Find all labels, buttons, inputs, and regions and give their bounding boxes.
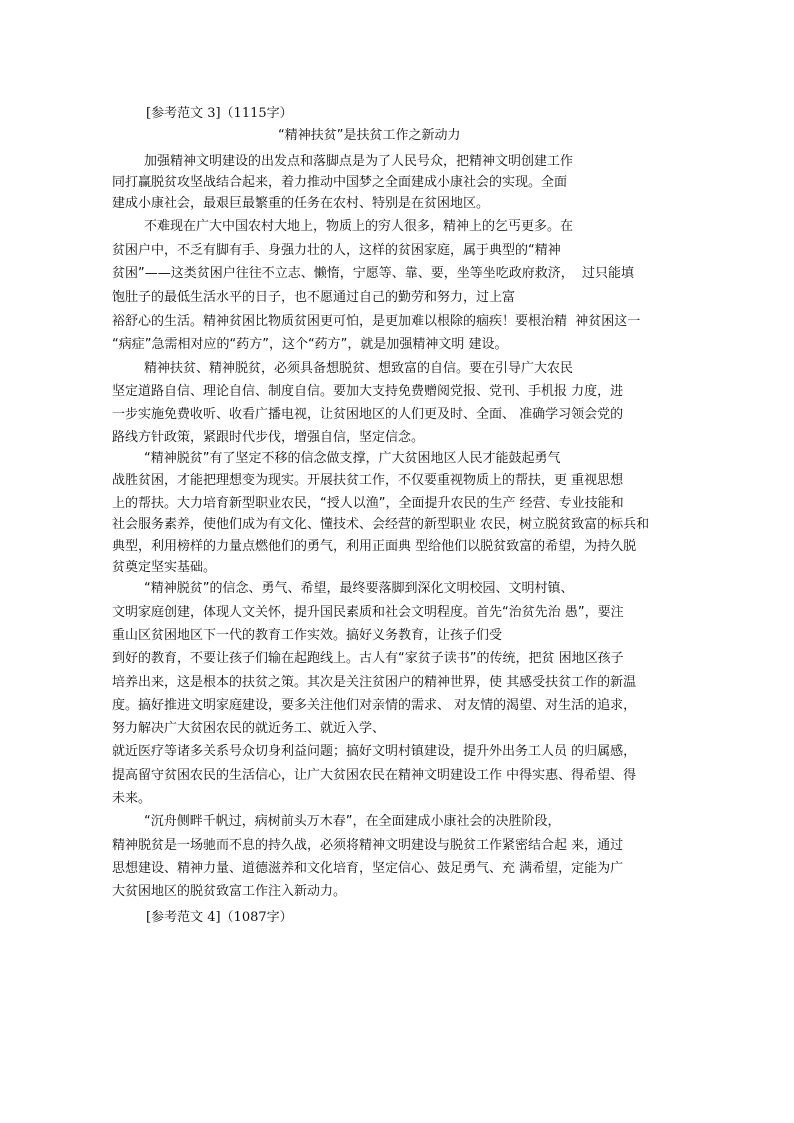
paragraph-line: 裕舒心的生活。精神贫困比物质贫困更可怕，是更加难以根除的痼疾！要根治精 神贫困这一 [112,314,641,329]
paragraph-line: 思想建设、精神力量、道德滋养和文化培育，坚定信心、鼓足勇气、充 满希望，定能为广 [112,861,624,876]
paragraph-line: 社会服务素养，使他们成为有文化、懂技术、会经营的新型职业 农民，树立脱贫致富的标兵和 [112,517,650,532]
paragraph-line: 精神脱贫是一场驰而不息的持久战，必须将精神文明建设与脱贫工作紧密结合起 来，通过 [112,838,624,853]
paragraph-line: 贫困户中，不乏有脚有手、身强力壮的人，这样的贫困家庭，属于典型的“精神 [112,243,561,258]
paragraph-line: 提高留守贫困农民的生活信心，让广大贫困农民在精神文明建设工作 中得实惠、得希望、得 [112,768,637,783]
ref3-label: [参考范文 3]（1115字） [146,106,293,121]
ref4-label: [参考范文 4]（1087字） [146,910,293,925]
paragraph-line: 重山区贫困地区下一代的教育工作实效。搞好义务教育，让孩子们受 [112,628,503,643]
page-title: “精神扶贫”是扶贫工作之新动力 [278,128,461,143]
paragraph-line: 加强精神文明建设的出发点和落脚点是为了人民号众，把精神文明创建工作 [144,154,574,169]
paragraph-line: 贫困”——这类贫困户往往不立志、懒惰，宁愿等、靠、要，坐等坐吃政府救济， 过只能填 [112,266,635,281]
paragraph-line: 战胜贫困，才能把理想变为现实。开展扶贫工作，不仅要重视物质上的帮扶，更 重视思想 [112,473,624,488]
paragraph-line: 饱肚子的最低生活水平的日子，也不愿通过自己的勤劳和努力，过上富 [112,290,516,305]
paragraph-line: 未来。 [112,791,152,806]
paragraph-line: “精神脱贫”的信念、勇气、希望，最终要落脚到深化文明校园、文明村镇、 [144,581,574,596]
paragraph-line: 培养出来，这是根本的扶贫之策。其次是关注贫困户的精神世界，使 其感受扶贫工作的新温 [112,675,637,690]
paragraph-line: 努力解决广大贫困农民的就近务工、就近入学、 [112,721,386,736]
paragraph-line: 就近医疗等诸多关系号众切身利益问题；搞好文明村镇建设，提升外出务工人员 的归属感， [112,744,637,759]
paragraph-line: 贫奠定坚实基础。 [112,560,217,575]
paragraph-line: 度。搞好推进文明家庭建设，要多关注他们对亲情的需求、 对友情的渴望、对生活的追求， [112,698,637,713]
paragraph-line: 精神扶贫、精神脱贫，必须具备想脱贫、想致富的自信。要在引导广大农民 [144,361,574,376]
paragraph-line: 到好的教育，不要让孩子们输在起跑线上。古人有“家贫子读书”的传统，把贫 困地区孩子 [112,651,624,666]
paragraph-line: 一步实施免费收听、收看广播电视，让贫困地区的人们更及时、全面、 准确学习领会党的 [112,407,624,422]
paragraph-line: 路线方针政策，紧跟时代步伐，增强自信，坚定信念。 [112,430,425,445]
paragraph-line: 上的帮扶。大力培育新型职业农民，“授人以渔”，全面提升农民的生产 经营、专业技能和 [112,496,624,511]
paragraph-line: 不难现在广大中国农村大地上，物质上的穷人很多，精神上的乞丐更多。在 [144,219,574,234]
paragraph-line: “病症”急需相对应的“药方”，这个“药方”，就是加强精神文明 建设。 [112,337,508,352]
paragraph-line: “沉舟侧畔千帆过，病树前头万木春”，在全面建成小康社会的决胜阶段， [144,814,561,829]
paragraph-line: 文明家庭创建，体现人文关怀，提升国民素质和社会文明程度。首先“治贫先治 愚”，要注 [112,605,624,620]
paragraph-line: 大贫困地区的脱贫致富工作注入新动力。 [112,884,347,899]
paragraph-line: “精神脱贫”有了坚定不移的信念做支撑，广大贫困地区人民才能鼓起勇气 [144,451,561,466]
paragraph-line: 坚定道路自信、理论自信、制度自信。要加大支持免费赠阅党报、党刊、手机报 力度，进 [112,384,624,399]
paragraph-line: 建成小康社会，最艰巨最繁重的任务在农村、特别是在贫困地区。 [112,196,490,211]
paragraph-line: 典型，利用榜样的力量点燃他们的勇气，利用正面典 型给他们以脱贫致富的希望，为持久脱 [112,539,637,554]
paragraph-line: 同打赢脱贫攻坚战结合起来，着力推动中国梦之全面建成小康社会的实现。全面 [112,175,568,190]
